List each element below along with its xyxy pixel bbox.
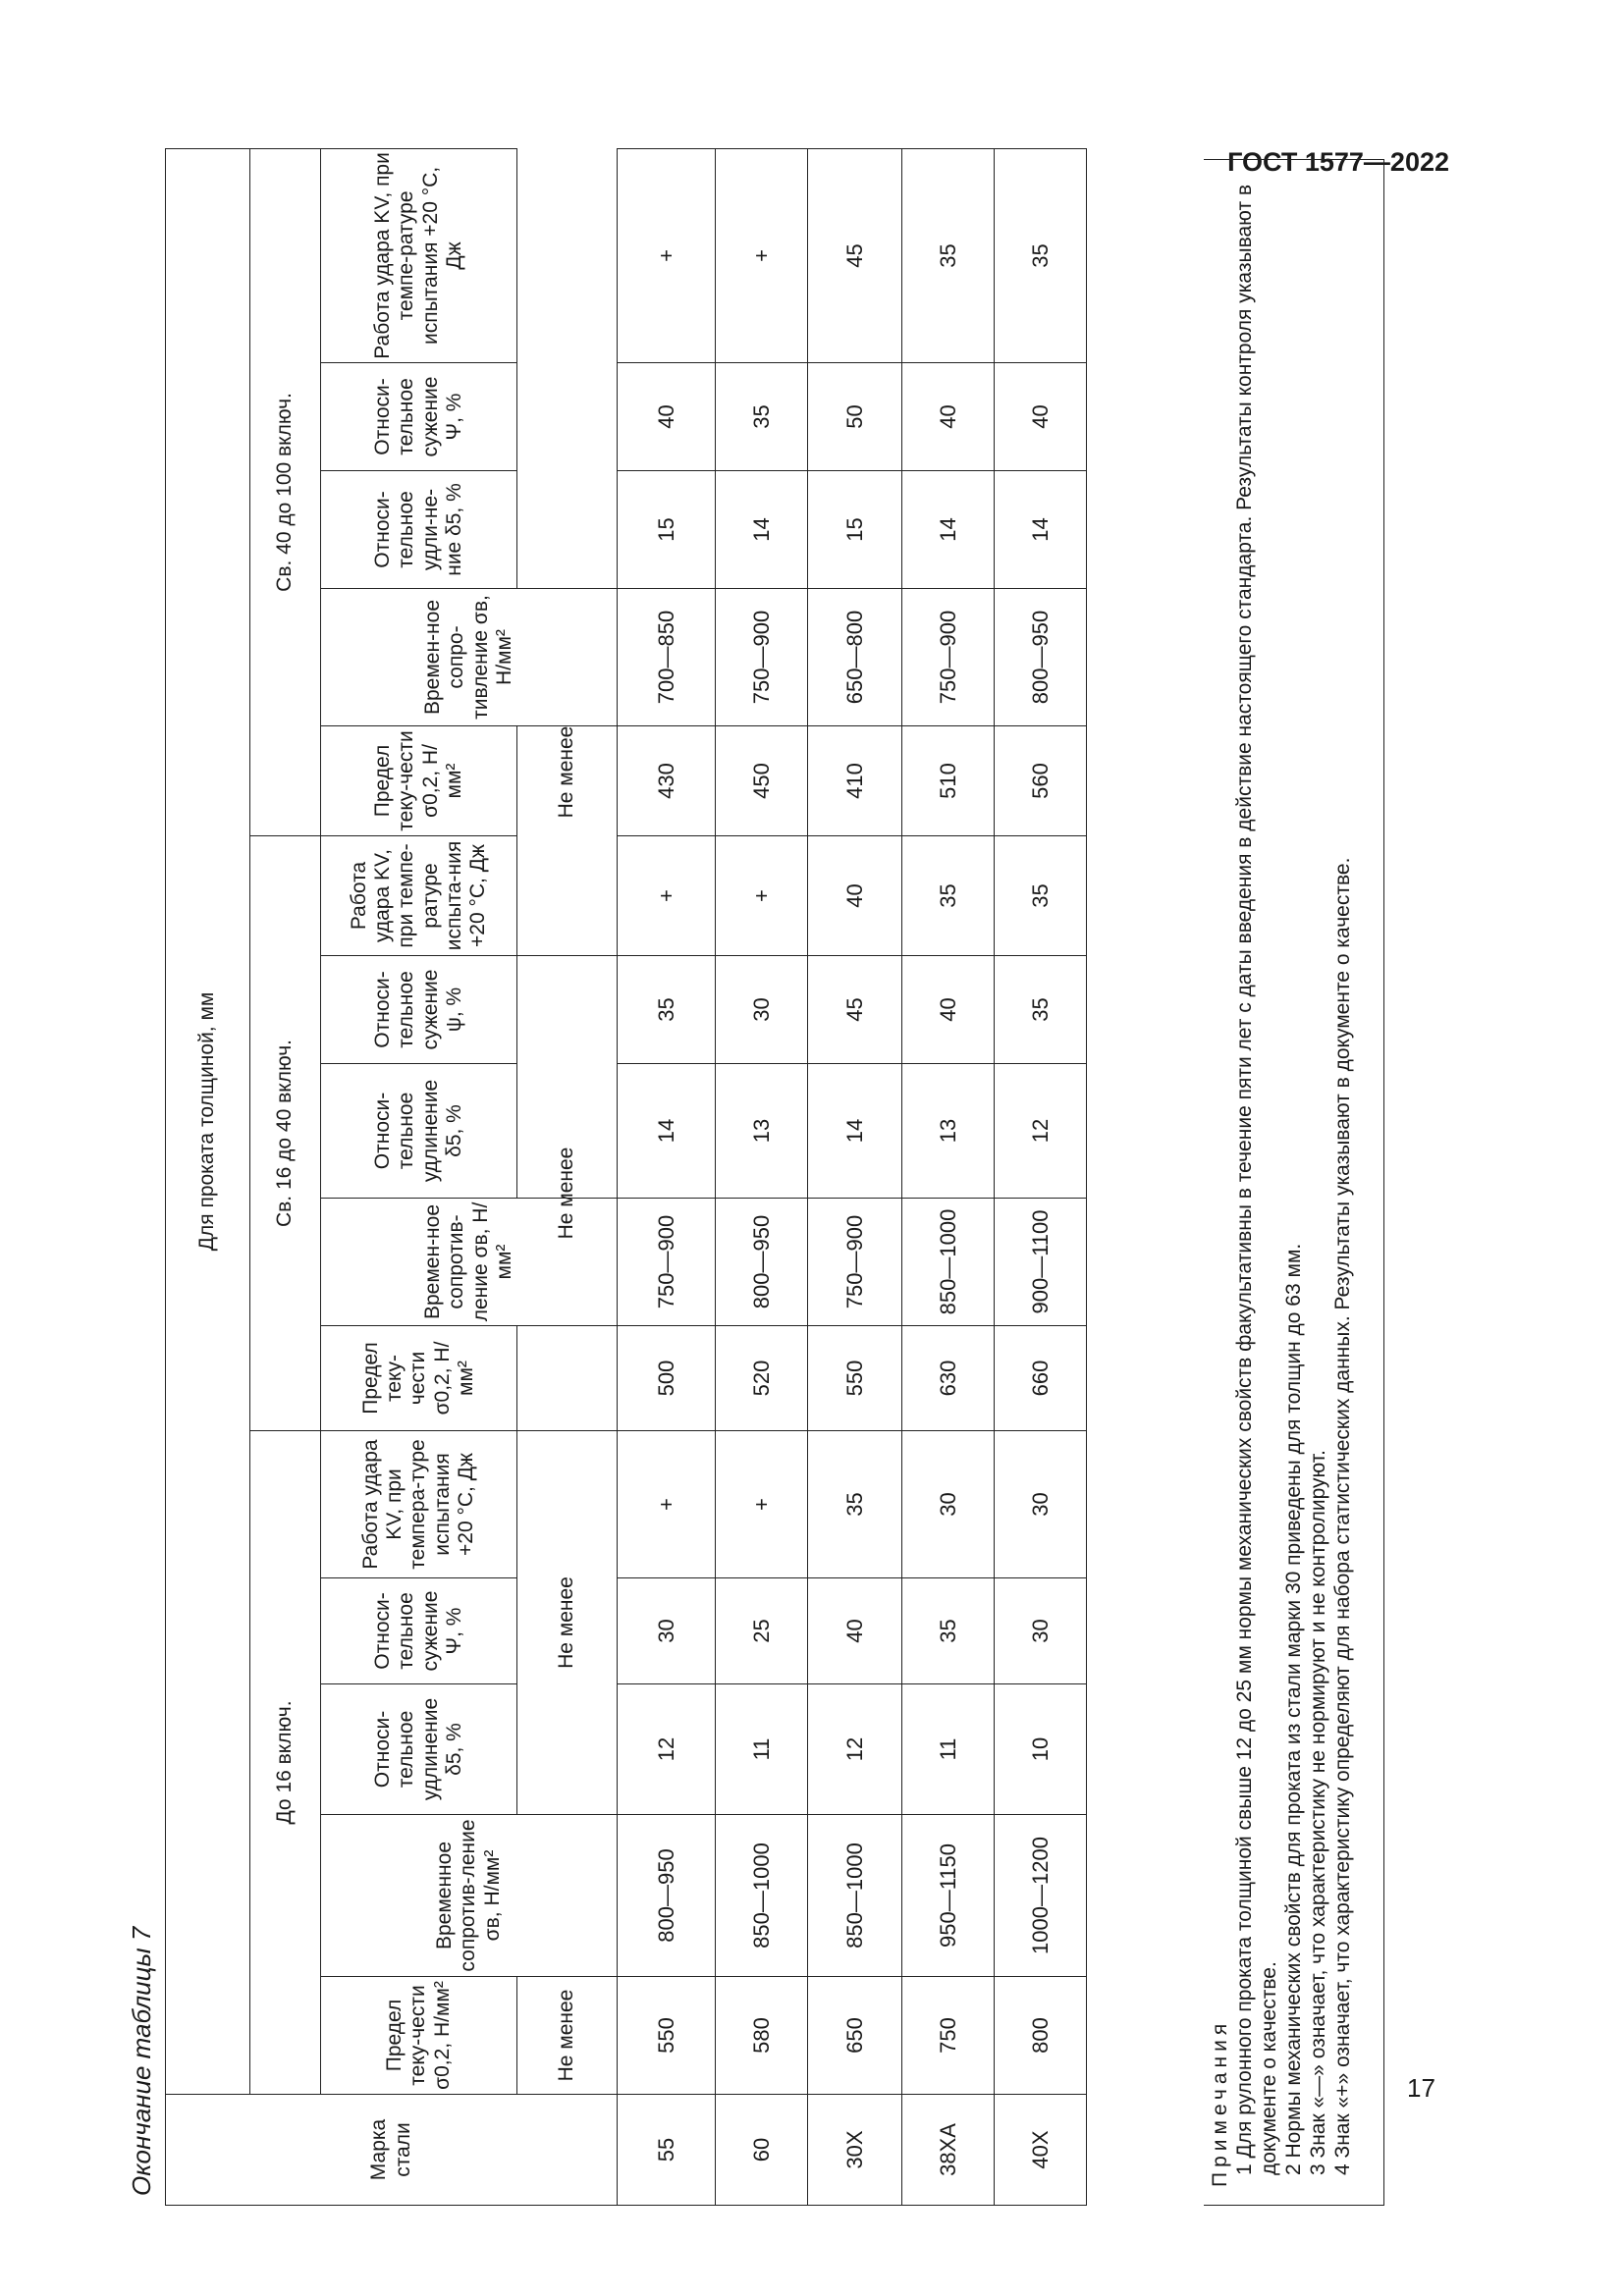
- cell-value: 850—1000: [902, 1199, 995, 1326]
- cell-value: +: [716, 1431, 808, 1578]
- cell-value: 12: [995, 1064, 1087, 1199]
- cell-value: 650: [808, 1977, 902, 2095]
- cell-value: 13: [902, 1064, 995, 1199]
- cell-value: +: [618, 1431, 716, 1578]
- cell-value: 25: [716, 1578, 808, 1684]
- cell-value: 10: [995, 1684, 1087, 1815]
- table-row: [716, 148, 808, 2205]
- col-header-elongation: Относи-тельное удлинение δ5, %: [321, 1684, 517, 1815]
- cell-value: 950—1150: [902, 1815, 995, 1977]
- cell-value: 13: [716, 1064, 808, 1199]
- col-header-tensile: Временное сопротив-ление σв, Н/мм²: [321, 1815, 618, 1977]
- cell-value: 30: [902, 1431, 995, 1578]
- group-header-2: Св. 16 до 40 включ.: [250, 836, 321, 1431]
- cell-value: 700—850: [618, 589, 716, 726]
- cell-value: 14: [808, 1064, 902, 1199]
- cell-value: 630: [902, 1326, 995, 1431]
- cell-value: 35: [995, 956, 1087, 1064]
- cell-value: 15: [618, 471, 716, 589]
- cell-value: 35: [808, 1431, 902, 1578]
- cell-value: 800—950: [618, 1815, 716, 1977]
- cell-grade: 40Х: [995, 2095, 1087, 2206]
- cell-value: 800—950: [995, 589, 1087, 726]
- cell-value: 500: [618, 1326, 716, 1431]
- cell-value: 550: [808, 1326, 902, 1431]
- cell-value: 800—950: [716, 1199, 808, 1326]
- cell-value: 660: [995, 1326, 1087, 1431]
- note-4: 4 Знак «+» означает, что характеристику определяют для набора статистических данных. Результаты указывают в документе о качестве.: [1331, 857, 1354, 2175]
- ne-menee-group-1: Не менее: [517, 1431, 618, 1815]
- cell-value: 40: [808, 1578, 902, 1684]
- col-header-impact: Работа удара KV, при темпера-туре испытания +20 °С, Дж: [321, 1431, 517, 1578]
- cell-value: 850—1000: [716, 1815, 808, 1977]
- note-3: 3 Знак «—» означает, что характеристику не нормируют и не контролируют.: [1307, 1450, 1329, 2175]
- col-header-yield: Предел теку-чести σ0,2, Н/мм²: [321, 726, 517, 836]
- cell-value: 1000—1200: [995, 1815, 1087, 1977]
- group-header-3: Св. 40 до 100 включ.: [250, 148, 321, 835]
- cell-value: 14: [716, 471, 808, 589]
- col-header-elongation: Относи-тельное удли-не-ние δ5, %: [321, 471, 517, 589]
- cell-value: +: [618, 148, 716, 362]
- cell-value: 520: [716, 1326, 808, 1431]
- cell-value: 430: [618, 726, 716, 836]
- col-header-impact: Работа удара KV, при темпе-ратуре испытания +20 °С, Дж: [321, 148, 517, 362]
- cell-value: 14: [902, 471, 995, 589]
- cell-value: 750: [902, 1977, 995, 2095]
- cell-value: 850—1000: [808, 1815, 902, 1977]
- cell-value: 11: [902, 1684, 995, 1815]
- cell-value: 30: [716, 956, 808, 1064]
- cell-value: 15: [808, 471, 902, 589]
- mechanical-properties-table: [165, 148, 1087, 2206]
- cell-value: 750—900: [618, 1199, 716, 1326]
- ne-menee-group-2: Не менее: [517, 956, 618, 1431]
- col-header-reduction: Относи-тельное сужение Ψ, %: [321, 363, 517, 471]
- thickness-header: Для проката толщиной, мм: [166, 148, 250, 2094]
- cell-value: 40: [902, 956, 995, 1064]
- cell-value: 11: [716, 1684, 808, 1815]
- cell-grade: 30Х: [808, 2095, 902, 2206]
- notes-heading: Примечания: [1209, 2018, 1231, 2187]
- cell-value: 35: [902, 1578, 995, 1684]
- cell-value: 750—900: [808, 1199, 902, 1326]
- cell-value: 750—900: [902, 589, 995, 726]
- col-header-yield: Предел теку-чести σ0,2, Н/мм²: [321, 1326, 517, 1431]
- cell-value: 40: [808, 836, 902, 956]
- table-row: [808, 148, 902, 2205]
- page-number: 17: [1407, 2073, 1435, 2103]
- ne-menee-yield: Не менее: [517, 1977, 618, 2095]
- table-caption: Окончание таблицы 7: [127, 1926, 156, 2196]
- document-code: ГОСТ 1577—2022: [1227, 147, 1449, 177]
- cell-value: 45: [808, 956, 902, 1064]
- cell-value: 900—1100: [995, 1199, 1087, 1326]
- cell-value: 35: [995, 148, 1087, 362]
- cell-value: +: [716, 836, 808, 956]
- cell-value: 35: [618, 956, 716, 1064]
- note-1: 1 Для рулонного проката толщиной свыше 12 до 25 мм нормы механических свойств факультативны в течение пяти лет с даты введения в действие настоящего стандарта. Результаты контроля указывают в документе о качестве.: [1233, 184, 1280, 2175]
- col-header-impact: Работа удара KV, при темпе-ратуре испыта-ния +20 °С, Дж: [321, 836, 517, 956]
- col-header-elongation: Относи-тельное удлинение δ5, %: [321, 1064, 517, 1199]
- cell-value: 35: [995, 836, 1087, 956]
- cell-value: 35: [902, 836, 995, 956]
- table-row: [995, 148, 1087, 2205]
- cell-value: 45: [808, 148, 902, 362]
- cell-value: 510: [902, 726, 995, 836]
- cell-value: 14: [618, 1064, 716, 1199]
- cell-value: 12: [808, 1684, 902, 1815]
- cell-value: 40: [902, 363, 995, 471]
- col-header-yield: Предел теку-чести σ0,2, Н/мм²: [321, 1977, 517, 2095]
- cell-value: 35: [716, 363, 808, 471]
- table-notes: [1204, 159, 1384, 2206]
- cell-value: 35: [902, 148, 995, 362]
- cell-value: 14: [995, 471, 1087, 589]
- cell-value: 410: [808, 726, 902, 836]
- col-header-reduction: Относи-тельное сужение ψ, %: [321, 956, 517, 1064]
- col-header-tensile: Времен-ное сопро-тивление σв, Н/мм²: [321, 589, 618, 726]
- table-row: [618, 148, 716, 2205]
- cell-value: 50: [808, 363, 902, 471]
- cell-value: 580: [716, 1977, 808, 2095]
- cell-value: 30: [995, 1431, 1087, 1578]
- cell-value: 560: [995, 726, 1087, 836]
- note-2: 2 Нормы механических свойств для проката из стали марки 30 приведены для толщин до 63 мм.: [1282, 1243, 1305, 2175]
- ne-menee-group-3: Не менее: [517, 589, 618, 956]
- cell-grade: 60: [716, 2095, 808, 2206]
- cell-grade: 38ХА: [902, 2095, 995, 2206]
- cell-value: 30: [618, 1578, 716, 1684]
- cell-value: 40: [618, 363, 716, 471]
- cell-value: +: [618, 836, 716, 956]
- col-header-tensile: Времен-ное сопротив-ление σв, Н/мм²: [321, 1199, 618, 1326]
- cell-value: 30: [995, 1578, 1087, 1684]
- cell-value: +: [716, 148, 808, 362]
- cell-value: 12: [618, 1684, 716, 1815]
- cell-value: 650—800: [808, 589, 902, 726]
- cell-value: 800: [995, 1977, 1087, 2095]
- grade-header: Марка стали: [166, 2095, 618, 2206]
- cell-value: 40: [995, 363, 1087, 471]
- cell-grade: 55: [618, 2095, 716, 2206]
- cell-value: 450: [716, 726, 808, 836]
- group-header-1: До 16 включ.: [250, 1431, 321, 2095]
- cell-value: 750—900: [716, 589, 808, 726]
- table-row: [902, 148, 995, 2205]
- cell-value: 550: [618, 1977, 716, 2095]
- col-header-reduction: Относи-тельное сужение Ψ, %: [321, 1578, 517, 1684]
